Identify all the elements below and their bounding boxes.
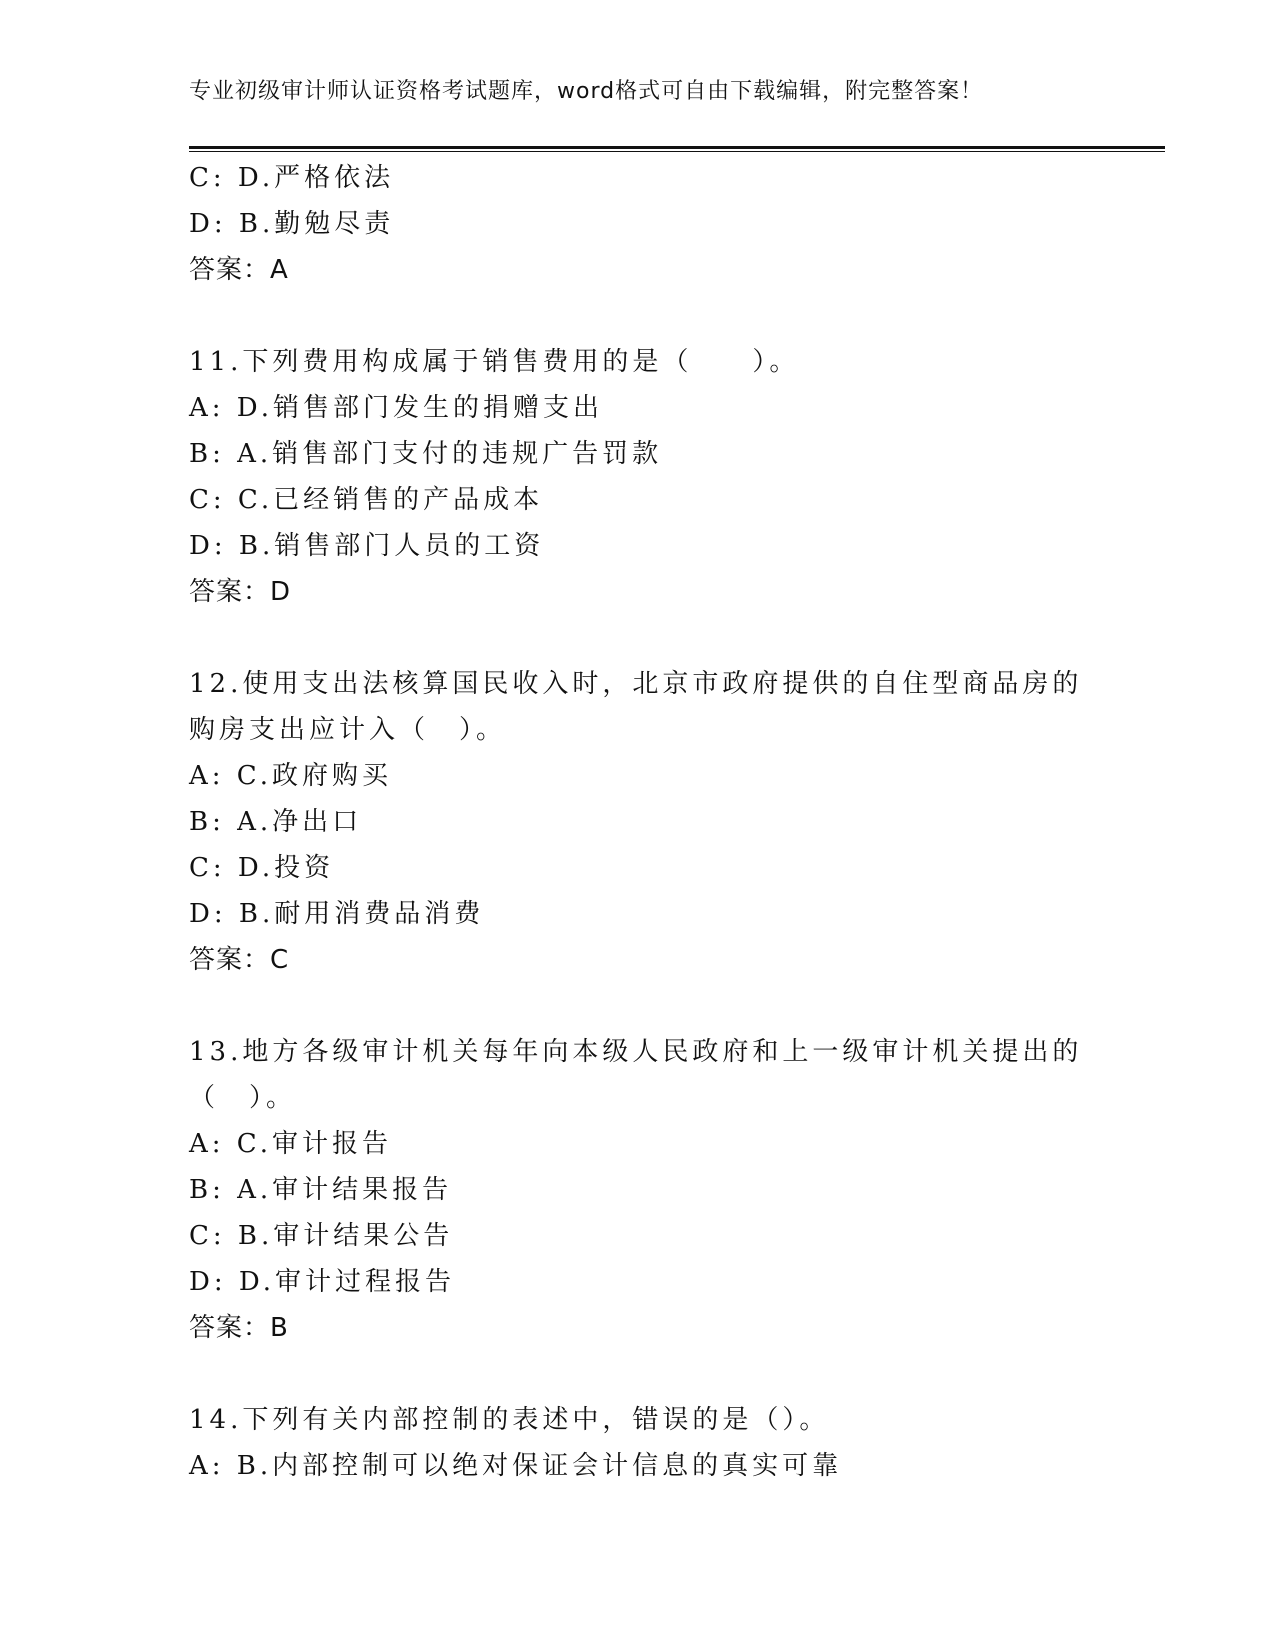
- option-line: C: D.投资: [189, 853, 335, 883]
- question-12: [189, 661, 1089, 983]
- question-partial: [189, 155, 1089, 293]
- option-line: A: C.政府购买: [189, 761, 393, 791]
- question-13: [189, 1029, 1089, 1351]
- question-stem: 12.使用支出法核算国民收入时，北京市政府提供的自住型商品房的购房支出应计入（ ）。: [189, 669, 1083, 745]
- option-line: D: D.审计过程报告: [189, 1267, 456, 1297]
- option-line: B: A.审计结果报告: [189, 1175, 453, 1205]
- option-line: D: B.销售部门人员的工资: [189, 531, 545, 561]
- option-line: D: B.耐用消费品消费: [189, 899, 485, 929]
- page-header: 专业初级审计师认证资格考试题库，word格式可自由下载编辑，附完整答案！: [189, 79, 984, 104]
- option-line: B: A.销售部门支付的违规广告罚款: [189, 439, 663, 469]
- question-list: [189, 155, 1089, 1489]
- spacer: [189, 1351, 1089, 1397]
- option-line: A: D.销售部门发生的捐赠支出: [189, 393, 603, 423]
- option-line: A: C.审计报告: [189, 1129, 393, 1159]
- question-stem: 13.地方各级审计机关每年向本级人民政府和上一级审计机关提出的（ ）。: [189, 1037, 1083, 1113]
- option-line: A: B.内部控制可以绝对保证会计信息的真实可靠: [189, 1451, 843, 1481]
- option-line: B: A.净出口: [189, 807, 363, 837]
- option-line: C: C.已经销售的产品成本: [189, 485, 544, 515]
- question-stem: 14.下列有关内部控制的表述中，错误的是（）。: [189, 1405, 830, 1435]
- spacer: [189, 293, 1089, 339]
- question-11: [189, 339, 1089, 615]
- answer-line: 答案：B: [189, 1313, 289, 1343]
- answer-line: 答案：C: [189, 945, 290, 975]
- option-line: D: B.勤勉尽责: [189, 209, 395, 239]
- header-rule-thick: [189, 146, 1165, 149]
- answer-line: 答案：A: [189, 255, 289, 285]
- spacer: [189, 983, 1089, 1029]
- answer-line: 答案：D: [189, 577, 292, 607]
- spacer: [189, 615, 1089, 661]
- question-14: [189, 1397, 1089, 1489]
- question-stem: 11.下列费用构成属于销售费用的是（ ）。: [189, 347, 800, 377]
- option-line: C: B.审计结果公告: [189, 1221, 454, 1251]
- header-rule-thin: [189, 151, 1165, 152]
- option-line: C: D.严格依法: [189, 163, 395, 193]
